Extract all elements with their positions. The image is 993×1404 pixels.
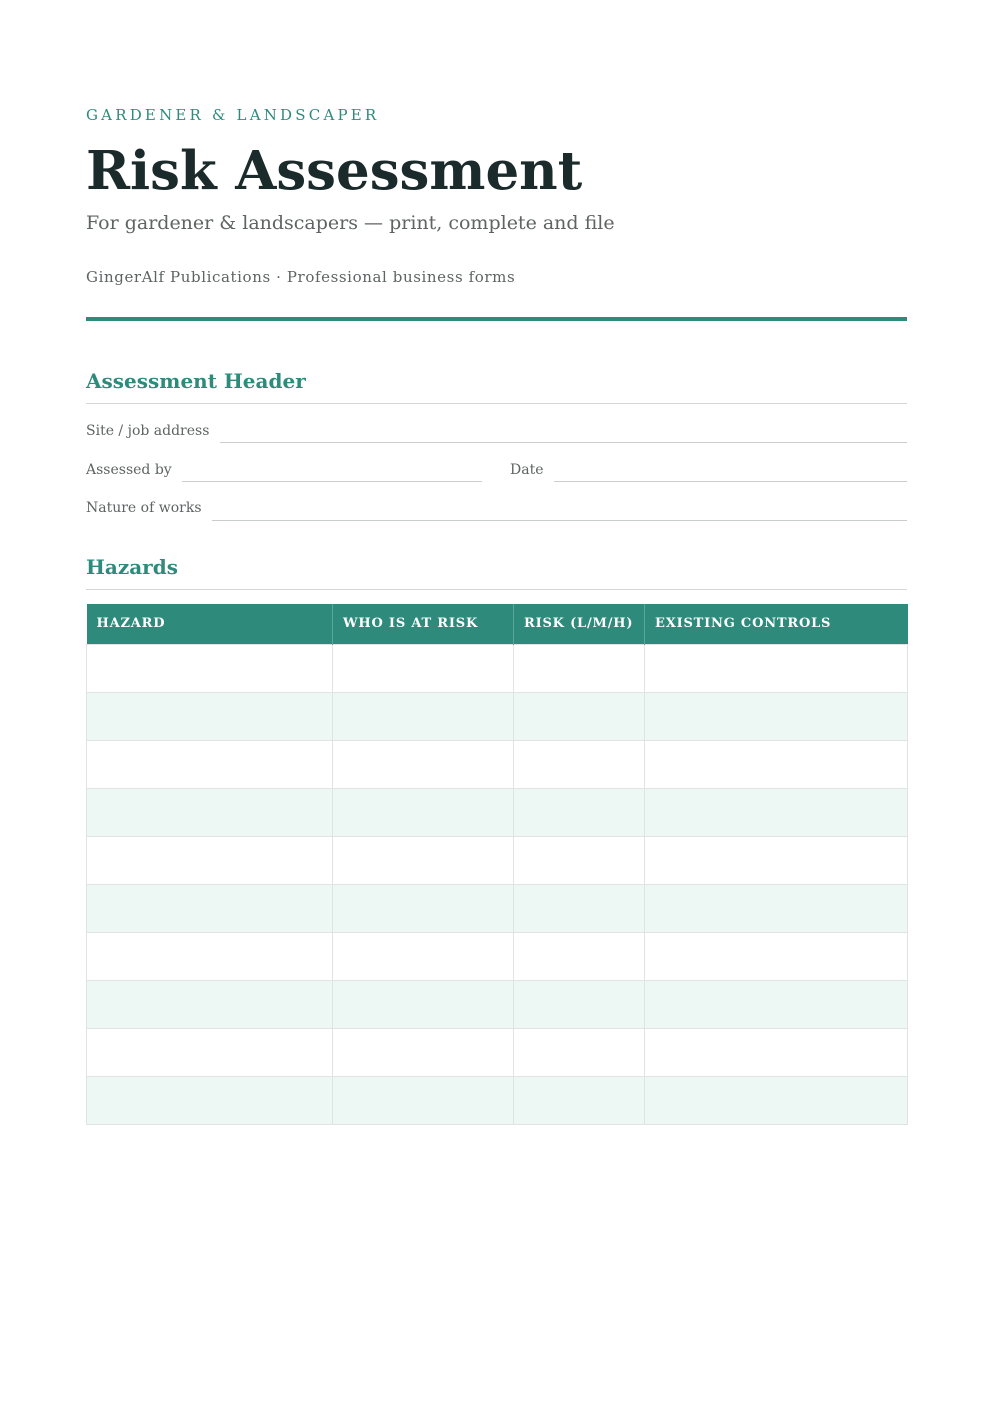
table-cell[interactable] [514,932,645,980]
table-cell[interactable] [514,884,645,932]
table-row [87,740,908,788]
table-cell[interactable] [87,788,333,836]
table-cell[interactable] [333,692,514,740]
column-header-hazard: HAZARD [87,604,333,644]
column-header-existing-controls: EXISTING CONTROLS [645,604,908,644]
table-cell[interactable] [645,932,908,980]
table-cell[interactable] [645,1076,908,1124]
table-cell[interactable] [514,644,645,692]
header-divider [86,317,907,321]
site-address-label: Site / job address [86,423,210,439]
page-subtitle: For gardener & landscapers — print, complete and file [86,212,615,234]
table-row [87,692,908,740]
table-cell[interactable] [645,644,908,692]
table-cell[interactable] [87,932,333,980]
table-row [87,644,908,692]
table-cell[interactable] [87,980,333,1028]
table-cell[interactable] [333,740,514,788]
table-cell[interactable] [87,1076,333,1124]
table-cell[interactable] [514,692,645,740]
category-eyebrow: GARDENER & LANDSCAPER [86,106,380,124]
table-row [87,788,908,836]
table-row [87,980,908,1028]
table-header-row [87,604,908,644]
table-cell[interactable] [514,836,645,884]
section-divider [86,589,907,590]
table-row [87,836,908,884]
date-label: Date [510,462,544,478]
section-title-assessment-header: Assessment Header [86,369,306,393]
nature-of-works-field[interactable] [212,520,907,521]
column-header-who-at-risk: WHO IS AT RISK [333,604,514,644]
table-row [87,1076,908,1124]
assessed-by-field[interactable] [182,481,482,482]
table-cell[interactable] [333,1076,514,1124]
assessed-by-label: Assessed by [86,462,172,478]
table-cell[interactable] [87,644,333,692]
table-cell[interactable] [645,740,908,788]
site-address-field[interactable] [220,442,907,443]
table-cell[interactable] [87,836,333,884]
section-title-hazards: Hazards [86,555,178,579]
table-cell[interactable] [645,692,908,740]
table-cell[interactable] [645,1028,908,1076]
table-cell[interactable] [333,1028,514,1076]
table-cell[interactable] [514,740,645,788]
table-cell[interactable] [87,884,333,932]
table-cell[interactable] [87,740,333,788]
section-divider [86,403,907,404]
table-row [87,1028,908,1076]
table-cell[interactable] [645,980,908,1028]
table-cell[interactable] [333,788,514,836]
table-cell[interactable] [87,1028,333,1076]
table-cell[interactable] [645,788,908,836]
table-cell[interactable] [514,1028,645,1076]
page-title: Risk Assessment [86,140,583,202]
table-cell[interactable] [514,788,645,836]
table-cell[interactable] [645,884,908,932]
table-cell[interactable] [333,932,514,980]
table-cell[interactable] [87,692,333,740]
table-row [87,884,908,932]
table-row [87,932,908,980]
hazards-table [86,604,908,1125]
publisher-line: GingerAlf Publications · Professional business forms [86,268,516,286]
table-cell[interactable] [333,884,514,932]
table-cell[interactable] [645,836,908,884]
date-field[interactable] [554,481,907,482]
column-header-risk-level: RISK (L/M/H) [514,604,645,644]
table-cell[interactable] [514,980,645,1028]
table-cell[interactable] [333,980,514,1028]
table-cell[interactable] [333,644,514,692]
table-cell[interactable] [514,1076,645,1124]
table-cell[interactable] [333,836,514,884]
nature-of-works-label: Nature of works [86,500,202,516]
